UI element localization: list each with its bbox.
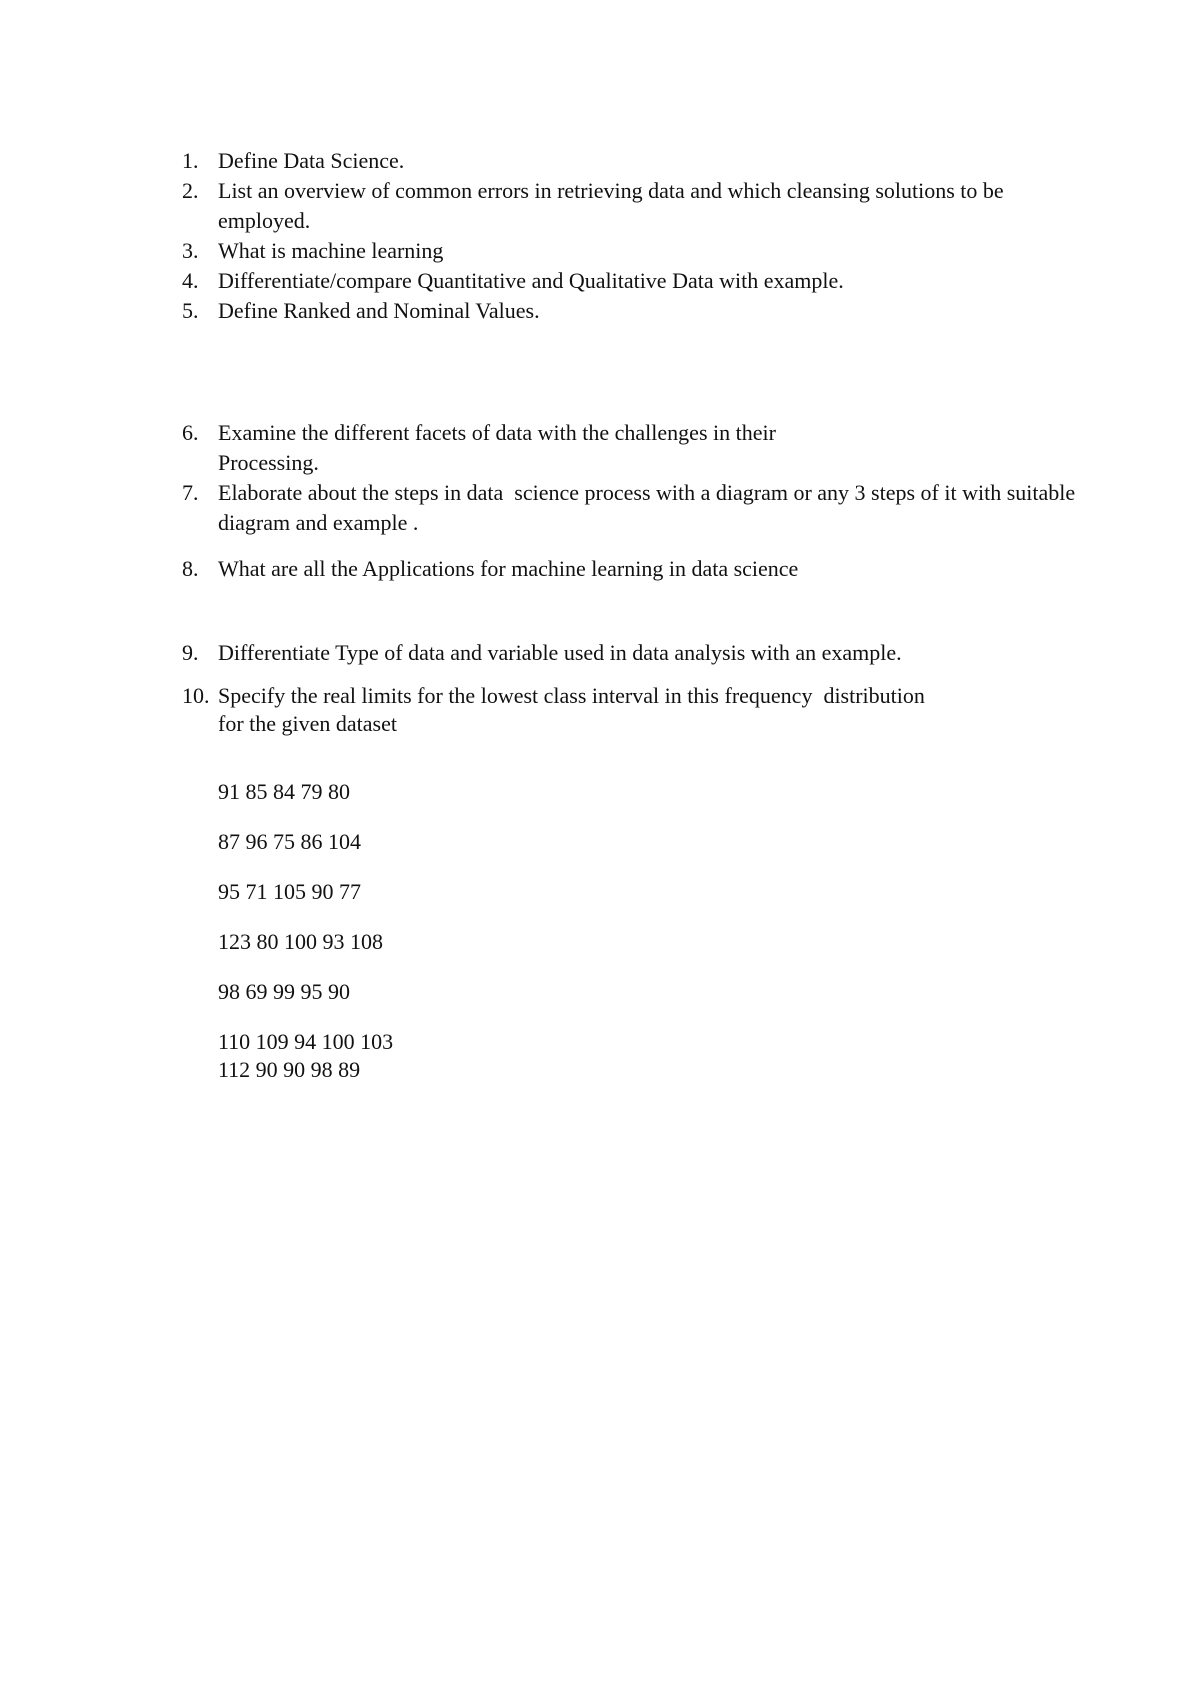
question-text: Differentiate/compare Quantitative and Qualitative Data with example. bbox=[218, 268, 844, 293]
question-number: 5. bbox=[182, 298, 199, 323]
dataset-row-1: 91 85 84 79 80 bbox=[218, 779, 350, 804]
question-text: Differentiate Type of data and variable used in data analysis with an example. bbox=[218, 640, 902, 665]
question-text: Elaborate about the steps in data science process with a diagram or any 3 steps of it with suitable diagram and example . bbox=[218, 480, 1081, 535]
question-10 bbox=[182, 682, 1082, 738]
question-9 bbox=[182, 638, 1082, 668]
question-number: 1. bbox=[182, 148, 199, 173]
question-7 bbox=[182, 478, 1082, 538]
question-number: 2. bbox=[182, 178, 199, 203]
question-text: List an overview of common errors in retrieving data and which cleansing solutions to be employed. bbox=[218, 178, 1010, 233]
question-number: 4. bbox=[182, 268, 199, 293]
question-number: 9. bbox=[182, 640, 199, 665]
question-number: 7. bbox=[182, 480, 199, 505]
dataset-row-6: 110 109 94 100 103 bbox=[218, 1029, 394, 1054]
question-number: 8. bbox=[182, 556, 199, 581]
question-text: What are all the Applications for machine learning in data science bbox=[218, 556, 799, 581]
question-2 bbox=[182, 176, 1082, 236]
question-1 bbox=[182, 146, 1082, 176]
dataset-row-3: 95 71 105 90 77 bbox=[218, 879, 361, 904]
dataset-row-7: 112 90 90 98 89 bbox=[218, 1057, 361, 1082]
question-3 bbox=[182, 236, 1082, 266]
question-number: 10. bbox=[182, 683, 210, 708]
question-text: What is machine learning bbox=[218, 238, 444, 263]
question-text: Define Ranked and Nominal Values. bbox=[218, 298, 540, 323]
question-8 bbox=[182, 554, 1082, 584]
question-number: 6. bbox=[182, 420, 199, 445]
question-5 bbox=[182, 296, 1082, 326]
question-6 bbox=[182, 418, 1082, 478]
dataset-row-5: 98 69 99 95 90 bbox=[218, 979, 350, 1004]
question-text: Define Data Science. bbox=[218, 148, 405, 173]
question-text: Specify the real limits for the lowest class interval in this frequency distribution for the given dataset bbox=[218, 683, 925, 736]
question-number: 3. bbox=[182, 238, 199, 263]
question-4 bbox=[182, 266, 1082, 296]
question-text: Examine the different facets of data with the challenges in their Processing. bbox=[218, 420, 776, 475]
dataset-row-4: 123 80 100 93 108 bbox=[218, 929, 383, 954]
dataset-row-2: 87 96 75 86 104 bbox=[218, 829, 361, 854]
